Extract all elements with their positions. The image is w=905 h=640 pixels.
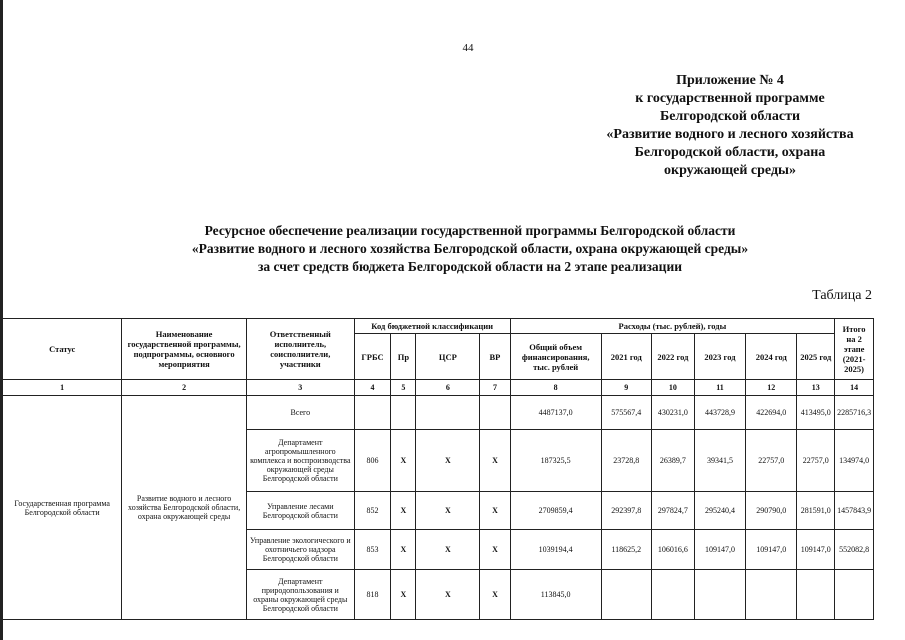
y2021-cell: 575567,4 bbox=[601, 396, 651, 430]
column-number-row bbox=[3, 380, 874, 396]
y2022-cell: 26389,7 bbox=[651, 430, 694, 492]
column-number: 10 bbox=[651, 380, 694, 396]
grbs-cell: 806 bbox=[354, 430, 391, 492]
column-number: 13 bbox=[797, 380, 835, 396]
y2023-cell: 39341,5 bbox=[694, 430, 745, 492]
csr-cell: X bbox=[416, 570, 480, 620]
y2023-cell bbox=[694, 570, 745, 620]
column-number: 2 bbox=[122, 380, 247, 396]
y2022-cell: 297824,7 bbox=[651, 492, 694, 530]
column-number: 12 bbox=[746, 380, 797, 396]
total-cell: 2285716,3 bbox=[835, 396, 874, 430]
column-number: 11 bbox=[694, 380, 745, 396]
y2021-cell: 118625,2 bbox=[601, 530, 651, 570]
y2025-cell: 281591,0 bbox=[797, 492, 835, 530]
csr-cell bbox=[416, 396, 480, 430]
total-cell bbox=[835, 570, 874, 620]
document-title bbox=[120, 222, 820, 276]
header-row-1 bbox=[3, 319, 874, 334]
executor-cell: Департамент агропромышленного комплекса и воспроизводства окружающей среды Белгородской области bbox=[246, 430, 354, 492]
y2023-cell: 109147,0 bbox=[694, 530, 745, 570]
y2025-cell bbox=[797, 570, 835, 620]
page-number: 44 bbox=[462, 42, 474, 54]
y2025-cell: 22757,0 bbox=[797, 430, 835, 492]
resource-table bbox=[2, 318, 874, 620]
y2022-cell: 430231,0 bbox=[651, 396, 694, 430]
y2023-cell: 295240,4 bbox=[694, 492, 745, 530]
title-line: Ресурсное обеспечение реализации государственной программы Белгородской области bbox=[204, 223, 736, 238]
y2021-cell bbox=[601, 570, 651, 620]
executor-cell: Управление экологического и охотничьего надзора Белгородской области bbox=[246, 530, 354, 570]
header-expenses: Расходы (тыс. рублей), годы bbox=[510, 319, 835, 334]
csr-cell: X bbox=[416, 530, 480, 570]
header-executor: Ответственный исполнитель, соисполнители, участники bbox=[246, 319, 354, 380]
pr-cell: X bbox=[391, 530, 416, 570]
header-budget-code: Код бюджетной классификации bbox=[354, 319, 510, 334]
table-row bbox=[3, 396, 874, 430]
header-total: Итого на 2 этапе (2021-2025) bbox=[835, 319, 874, 380]
header-csr: ЦСР bbox=[416, 334, 480, 380]
header-status: Статус bbox=[3, 319, 122, 380]
total-cell: 552082,8 bbox=[835, 530, 874, 570]
total-volume-cell: 113845,0 bbox=[510, 570, 601, 620]
vr-cell bbox=[480, 396, 510, 430]
header-2022: 2022 год bbox=[651, 334, 694, 380]
y2025-cell: 109147,0 bbox=[797, 530, 835, 570]
pr-cell: X bbox=[391, 570, 416, 620]
pr-cell: X bbox=[391, 430, 416, 492]
grbs-cell: 853 bbox=[354, 530, 391, 570]
appendix-line: Белгородской области bbox=[659, 109, 801, 124]
header-name: Наименование государственной программы, подпрограммы, основного мероприятия bbox=[122, 319, 247, 380]
csr-cell: X bbox=[416, 430, 480, 492]
total-cell: 134974,0 bbox=[835, 430, 874, 492]
y2024-cell: 109147,0 bbox=[746, 530, 797, 570]
header-2023: 2023 год bbox=[694, 334, 745, 380]
title-line: за счет средств бюджета Белгородской области на 2 этапе реализации bbox=[257, 259, 683, 274]
vr-cell: X bbox=[480, 492, 510, 530]
pr-cell: X bbox=[391, 492, 416, 530]
header-2024: 2024 год bbox=[746, 334, 797, 380]
appendix-line: к государственной программе bbox=[635, 91, 825, 106]
y2024-cell: 22757,0 bbox=[746, 430, 797, 492]
y2022-cell bbox=[651, 570, 694, 620]
total-cell: 1457843,9 bbox=[835, 492, 874, 530]
total-volume-cell: 4487137,0 bbox=[510, 396, 601, 430]
y2025-cell: 413495,0 bbox=[797, 396, 835, 430]
total-volume-cell: 1039194,4 bbox=[510, 530, 601, 570]
executor-cell: Департамент природопользования и охраны окружающей среды Белгородской области bbox=[246, 570, 354, 620]
column-number: 9 bbox=[601, 380, 651, 396]
y2024-cell bbox=[746, 570, 797, 620]
vr-cell: X bbox=[480, 570, 510, 620]
appendix-line: окружающей среды» bbox=[664, 163, 796, 178]
grbs-cell: 852 bbox=[354, 492, 391, 530]
title-line: «Развитие водного и лесного хозяйства Белгородской области, охрана окружающей среды» bbox=[191, 241, 749, 256]
executor-cell: Всего bbox=[246, 396, 354, 430]
header-2025: 2025 год bbox=[797, 334, 835, 380]
vr-cell: X bbox=[480, 430, 510, 492]
y2021-cell: 23728,8 bbox=[601, 430, 651, 492]
total-volume-cell: 2709859,4 bbox=[510, 492, 601, 530]
y2021-cell: 292397,8 bbox=[601, 492, 651, 530]
column-number: 5 bbox=[391, 380, 416, 396]
y2024-cell: 422694,0 bbox=[746, 396, 797, 430]
grbs-cell bbox=[354, 396, 391, 430]
executor-cell: Управление лесами Белгородской области bbox=[246, 492, 354, 530]
column-number: 7 bbox=[480, 380, 510, 396]
appendix-line: Приложение № 4 bbox=[676, 73, 784, 88]
header-vr: ВР bbox=[480, 334, 510, 380]
table-label: Таблица 2 bbox=[812, 288, 872, 303]
column-number: 8 bbox=[510, 380, 601, 396]
header-2021: 2021 год bbox=[601, 334, 651, 380]
csr-cell: X bbox=[416, 492, 480, 530]
vr-cell: X bbox=[480, 530, 510, 570]
y2023-cell: 443728,9 bbox=[694, 396, 745, 430]
appendix-line: «Развитие водного и лесного хозяйства bbox=[606, 127, 854, 142]
column-number: 1 bbox=[3, 380, 122, 396]
column-number: 6 bbox=[416, 380, 480, 396]
header-pr: Пр bbox=[391, 334, 416, 380]
column-number: 14 bbox=[835, 380, 874, 396]
program-name-cell: Развитие водного и лесного хозяйства Белгородской области, охрана окружающей среды bbox=[122, 396, 247, 620]
status-cell: Государственная программа Белгородской области bbox=[3, 396, 122, 620]
header-total-volume: Общий объем финансирования, тыс. рублей bbox=[510, 334, 601, 380]
appendix-line: Белгородской области, охрана bbox=[634, 145, 826, 160]
header-grbs: ГРБС bbox=[354, 334, 391, 380]
column-number: 4 bbox=[354, 380, 391, 396]
pr-cell bbox=[391, 396, 416, 430]
grbs-cell: 818 bbox=[354, 570, 391, 620]
total-volume-cell: 187325,5 bbox=[510, 430, 601, 492]
column-number: 3 bbox=[246, 380, 354, 396]
y2022-cell: 106016,6 bbox=[651, 530, 694, 570]
y2024-cell: 290790,0 bbox=[746, 492, 797, 530]
appendix-heading bbox=[560, 72, 900, 180]
